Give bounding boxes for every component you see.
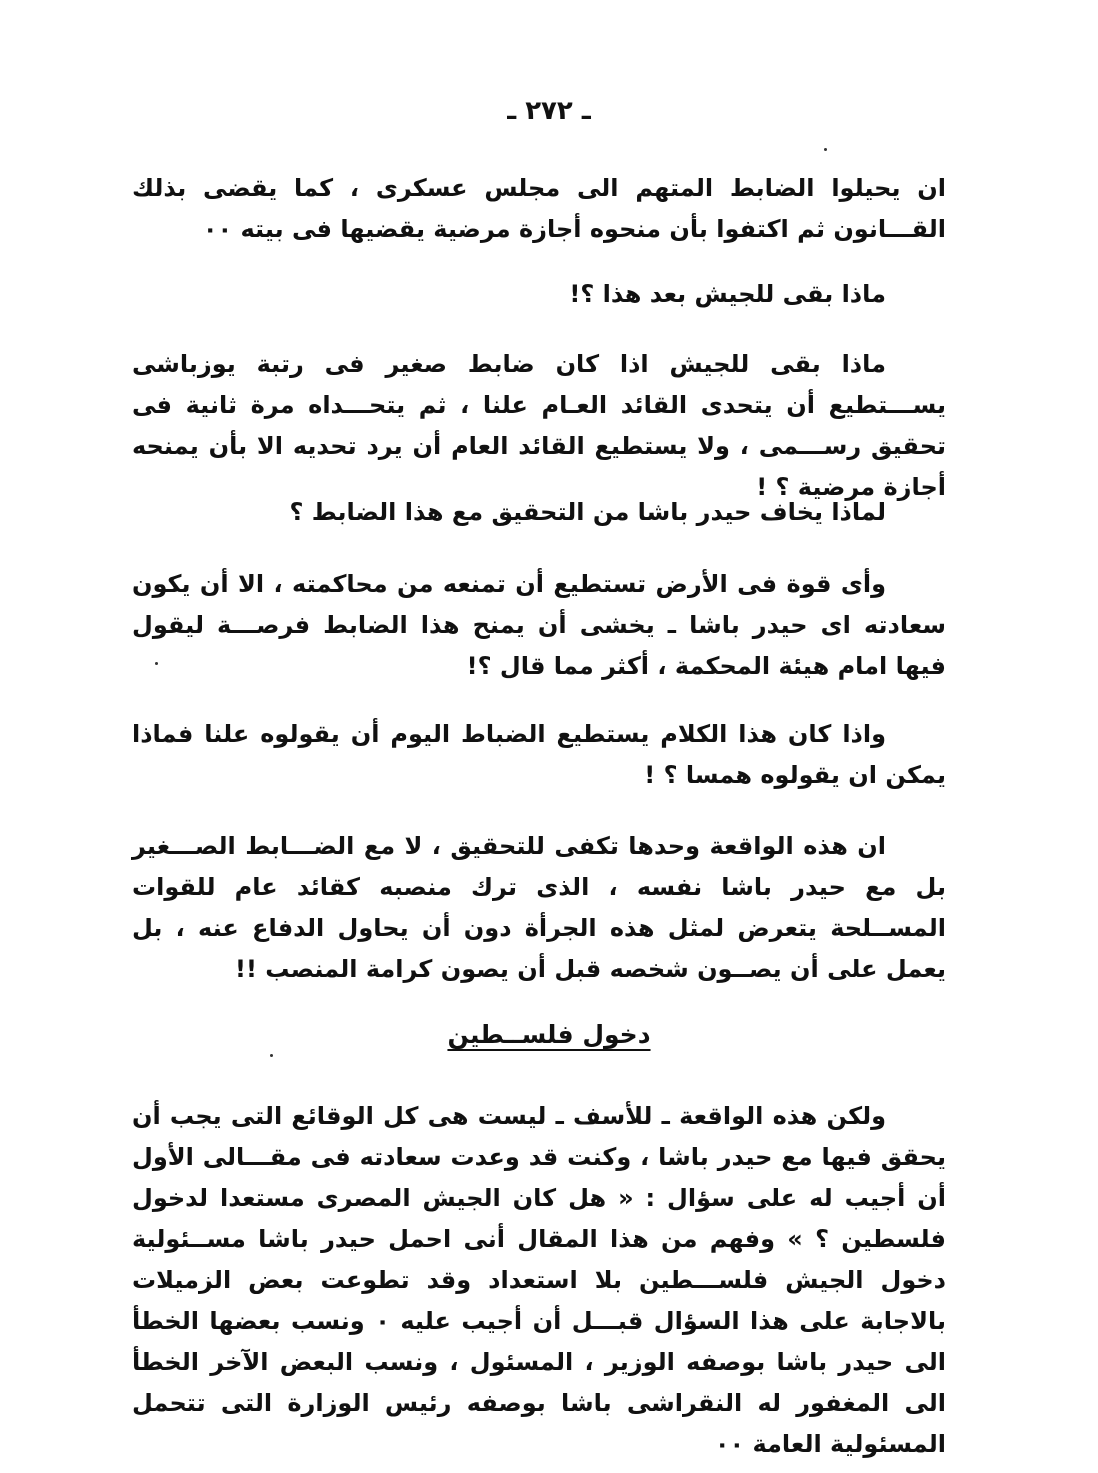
paragraph-7: ان هذه الواقعة وحدها تكفى للتحقيق ، لا مع الضـــابط الصـــغير بل مع حيدر باشا نفسه ، الذى ترك منصبه كقائد عام للقوات المســلحة يتعرض لمثل هذه الجرأة دون أن يحاول الدفاع عنه ، بل يعمل على أن يصــون شخصه قبل أن يصون كرامة المنصب !!	[132, 832, 946, 983]
paragraph-6: واذا كان هذا الكلام يستطيع الضباط اليوم أن يقولوه علنا فماذا يمكن ان يقولوه همسا ؟ !	[132, 720, 946, 789]
scan-speck	[155, 662, 158, 665]
section-heading: دخول فلســطين	[447, 1020, 651, 1049]
paragraph-8: ولكن هذه الواقعة ـ للأسف ـ ليست هى كل الوقائع التى يجب أن يحقق فيها مع حيدر باشا ، وكنت قد وعدت سعادته فى مقـــالى الأول أن أجيب له على سؤال : « هل كان الجيش المصرى مستعدا لدخول فلسطين ؟ » وفهم من هذا المقال أنى احمل حيدر باشا مســئولية دخول الجيش فلســـطين بلا استعداد وقد تطوعت بعض الزميلات بالاجابة على هذا السؤال قبـــل أن أجيب عليه ٠ ونسب بعضها الخطأ الى حيدر باشا بوصفه الوزير ، المسئول ، ونسب البعض الآخر الخطأ الى المغفور له النقراشى باشا بوصفه رئيس الوزارة التى تتحمل المسئولية العامة ٠٠	[132, 1102, 946, 1458]
scan-speck	[270, 1054, 273, 1057]
paragraph-4: لماذا يخاف حيدر باشا من التحقيق مع هذا الضابط ؟	[289, 498, 886, 526]
scan-speck	[824, 148, 827, 151]
paragraph-3: ماذا بقى للجيش اذا كان ضابط صغير فى رتبة يوزباشى يســـتطيع أن يتحدى القائد العـام علنا ، ثم يتحـــداه مرة ثانية فى تحقيق رســـمى ، ولا يستطيع القائد العام أن يرد تحديه الا بأن يمنحه أجازة مرضية ؟ !	[132, 350, 946, 501]
paragraph-2: ماذا بقى للجيش بعد هذا ؟!	[569, 280, 886, 308]
paragraph-1: ان يحيلوا الضابط المتهم الى مجلس عسكرى ، كما يقضى بذلك القـــانون ثم اكتفوا بأن منحوه أجازة مرضية يقضيها فى بيته ٠٠	[132, 174, 946, 243]
paragraph-5: وأى قوة فى الأرض تستطيع أن تمنعه من محاكمته ، الا أن يكون سعادته اى حيدر باشا ـ يخشى أن يمنح هذا الضابط فرصـــة ليقول فيها امام هيئة المحكمة ، أكثر مما قال ؟!	[132, 570, 946, 680]
page-number: ـ ٢٧٢ ـ	[507, 96, 591, 126]
